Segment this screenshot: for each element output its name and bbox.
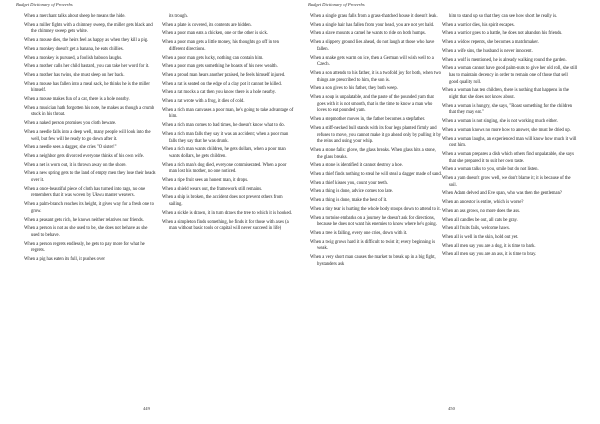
proverb-entry: When a stepmother moves in, the father becomes a stepfather. <box>310 117 426 123</box>
right-page-column-1 <box>310 14 442 271</box>
right-page <box>300 0 600 424</box>
proverb-entry: When a tiny tear is hurting the whole body stoops down to attend to it. <box>310 206 441 212</box>
proverb-entry: When a snake gets warm on ice, then a German will wish well to a Czech. <box>310 55 434 68</box>
page-number: 450 <box>448 406 455 411</box>
proverb-entry: When a miller fights with a chimney sweep, the miller gets black and the chimney sweep gets white. <box>24 22 153 35</box>
proverb-entry: When a stone falls: glove, the glass breaks. When glass hits a stone, the glass breaks. <box>310 147 436 160</box>
proverb-entry: When all men say you are a dog, it is time to bark. <box>442 243 536 249</box>
proverb-entry: When a rich man wants children, he gets dollars, when a poor man wants dollars, he gets children. <box>162 147 286 159</box>
proverb-entry: When a woman is hungry, she says, "Roast something for the children that they may eat." <box>442 103 573 116</box>
proverb-entry: When a thief finds nothing to steal he will steal a dagger made of sand. <box>310 172 442 178</box>
proverb-entry: When a woman is not singing, she is not working much either. <box>442 119 558 125</box>
proverb-entry: When a woman prepares a dish which others find unpalatable, she says that she prepared it to suit her own taste. <box>442 151 574 164</box>
proverb-entry: When a widow repents, she becomes a matchmaker. <box>442 40 539 46</box>
proverb-entry: When a slippery ground lies ahead, do not laugh at those who have fallen. <box>310 40 435 52</box>
proverb-entry: When a proud man hears another praised, he feels himself injured. <box>162 72 286 78</box>
proverb-entry: When a stiff-necked bull stands with its four legs planted firmly and refuses to move, you cannot make it go ahead only by pulling it by the reins and using your whip. <box>310 125 441 145</box>
proverb-entry: When a new spring gets to the land of empty men they lose their heads over it. <box>24 171 156 184</box>
proverb-entry: When a rich man canvases a poor man, he's going to take advantage of him. <box>162 107 294 120</box>
proverb-entry: When a rat wrote with a frog, it dies of cold. <box>162 99 245 105</box>
proverb-entry: When a poor man gets a little money, his thoughts go off in ten different directions. <box>162 40 279 52</box>
proverb-entry: When a thing is done, make the best of it. <box>310 198 388 204</box>
proverb-entry: When a monkey is pursued, a foolish baboon laughs. <box>24 55 123 61</box>
proverb-entry: When an ancestor is entire, which is worse? <box>442 200 524 206</box>
proverb-entry: When a monkey doesn't get a banana, he eats chillies. <box>24 46 124 52</box>
proverb-entry: When a tortoise embarks on a journey he doesn't ask for directions, because he does not want his enemies to know where he's going. <box>310 215 437 228</box>
proverb-entry: When a poor man gets lucky, nothing can contain him. <box>162 55 264 61</box>
proverb-entry: When a son attends to his father, it is a twofold joy for both, when two things are prescribed to him, the son is. <box>310 70 441 83</box>
proverb-entry: When a neighbor gets divorced everyone thinks of his own wife. <box>24 153 144 159</box>
running-header: Budget Dictionary of Proverbs <box>16 2 73 7</box>
proverb-entry: When a thing is done, advice comes too late. <box>310 189 393 195</box>
proverb-entry: When a woman has ten children, there is nothing that happens in the night that she does not know about. <box>442 88 569 101</box>
proverb-entry: When a ship is broken, the accident does not prevent others from sailing. <box>162 195 283 208</box>
proverb-entry: When a warrior goes to a battle, he does not abandon his friends. <box>442 31 563 37</box>
left-page-column-1 <box>24 14 156 266</box>
proverb-entry: When a net is worn out, it is thrown away on the shore. <box>24 162 127 168</box>
proverb-entry: When a peasant gets rich, he knows neither relatives nor friends. <box>24 217 144 223</box>
proverb-entry: When a mouse has fallen into a meal sack, he thinks he is the miller himself. <box>24 81 150 94</box>
proverb-entry: When a mother calls her child bastard, you can take her word for it. <box>24 64 150 70</box>
proverb-entry: When a poor man eats a chicken, one or the other is sick. <box>162 31 268 37</box>
proverb-entry: When a palm-branch reaches its height, it gives way for a fresh one to grow. <box>24 202 154 214</box>
proverb-entry: When a musician hath forgotten his note, he makes as though a crumb stuck in his throat. <box>24 105 155 118</box>
proverb-entry: When all is well in the skin, hold out yet. <box>442 234 519 240</box>
proverb-entry: When a yam doesn't grow well, we don't blame it; it is because of the soil. <box>442 176 571 188</box>
proverb-entry: When a rat is seated on the edge of a clay pot it cannot be killed. <box>162 81 282 87</box>
proverb-entry: When a mother has twins, she must sleep on her back. <box>24 72 125 78</box>
proverb-entry: When a rich man comes to bad times, he doesn't know what to do. <box>162 123 285 129</box>
proverb-entry: When all candles be out, all cats be gray. <box>442 217 518 223</box>
proverb-entry: When a warrior dies, his spirit escapes. <box>442 22 515 28</box>
proverb-entry: When a person is not as she used to be, she does not behave as she used to behave. <box>24 226 148 238</box>
proverb-entry: When an ass grows, no more does the ass. <box>442 208 521 214</box>
left-page-column-2 <box>162 14 294 235</box>
proverb-entry: When a stone is identified it cannot destroy a hoe. <box>310 163 403 169</box>
proverb-entry: When a woman cannot have good palm-nuts to give her old roll, she still has to maintain decency in order to remain one of those that sell good quality roll. <box>442 66 578 85</box>
proverb-entry: When a woman talks to you, smile but do not listen. <box>442 167 539 173</box>
proverb-entry: When a mouse makes fun of a cat, there is a hole nearby. <box>24 97 130 103</box>
proverb-entry: When a rich man falls they say it was an accident; when a poor man falls they say that he was drunk. <box>162 131 289 144</box>
proverb-entry: When a very short man causes the market to break up in a big fight, bystanders ask <box>310 255 436 267</box>
right-page-column-2 <box>442 14 578 261</box>
proverb-entry: When a thief kisses you, count your teeth. <box>310 180 388 186</box>
proverb-entry: When a ripe fruit sees an honest man, it drops. <box>162 178 249 184</box>
proverb-entry: When a mouse dies, the heirs feel as happy as when they kill a pig. <box>24 38 149 44</box>
proverb-entry: When a plate is covered, its contents are hidden. <box>162 22 252 28</box>
proverb-entry: When a slave mounts a camel he wants to ride on both humps. <box>310 31 426 37</box>
proverb-entry: When Adam delved and Eve span, who was then the gentleman? <box>442 191 562 197</box>
proverb-entry: When a wife sins, the husband is never innocent. <box>442 48 533 54</box>
running-header: Budget Dictionary of Proverbs <box>308 2 365 7</box>
proverb-entry: When a woman laughs, an experienced man will know how much it will cost him. <box>442 136 577 149</box>
proverb-entry: When a person regrets endlessly, he gets to pay more for what he regrets. <box>24 241 145 254</box>
proverb-entry: its trough. <box>169 14 188 19</box>
proverb-entry: When all men say you are an ass, it is time to bray. <box>442 252 537 258</box>
proverb-entry: When a rat mocks a cat then you know there is a hole nearby. <box>162 90 276 96</box>
proverb-entry: When a sickle is drawn, it in turn draws the tree to which it is hooked. <box>162 210 293 216</box>
proverb-entry: When a needle sees a dagger, she cries "O sister!" <box>24 145 117 151</box>
proverb-entry: When a twig grows hard it is difficult to twist it; every beginning is weak. <box>310 239 436 252</box>
proverb-entry: When a merchant talks about sheep he means the hide. <box>24 14 126 19</box>
proverb-entry: When a shield wears out, the framework still remains. <box>162 186 263 192</box>
proverb-entry: When a once-beautiful piece of cloth has turned into rags, no one remembers that it was woven by Ukwu master weavers. <box>24 186 146 199</box>
proverb-entry: When a soup is unpalatable, and the paste of the pounded yam that goes with it is not smooth, that is the time to know a man who loves to eat pounded yam. <box>310 95 434 114</box>
proverb-entry: When all fruits fails, welcome haws. <box>442 226 510 232</box>
proverb-entry: When a rich man's dog died, everyone commiserated. When a poor man lost his mother, no one noticed. <box>162 162 287 175</box>
proverb-entry: him to stand up so that they can see how short he really is. <box>449 14 558 19</box>
proverb-entry: When a single hair has fallen from your head, you are not yet bald. <box>310 22 435 28</box>
proverb-entry: When a son gives to his father, they both weep. <box>310 86 398 92</box>
proverb-entry: When a simpleton finds something, he finds it for those with axes (a man without basic tools or capital will never succeed in life) <box>162 219 289 232</box>
proverb-entry: When a tree is falling, every one cries, down with it. <box>310 230 408 236</box>
proverb-entry: When a wolf is mentioned, he is already walking round the garden. <box>442 57 567 63</box>
proverb-entry: When a poor man gets something he boasts of his new wealth. <box>162 64 278 70</box>
proverb-entry: When a naked person promises you cloth beware. <box>24 121 117 127</box>
proverb-entry: When a single grass falls from a grass-thatched house it doesn't leak. <box>310 14 438 19</box>
proverb-entry: When a woman knows no more how to answer, she must be dried up. <box>442 127 571 133</box>
proverb-entry: When a needle falls into a deep well, many people will look into the well, but few will be ready to go down after it. <box>24 129 151 142</box>
proverb-entry: When a pig has eaten its full, it pushes over <box>24 257 105 263</box>
page-number: 449 <box>143 406 150 411</box>
